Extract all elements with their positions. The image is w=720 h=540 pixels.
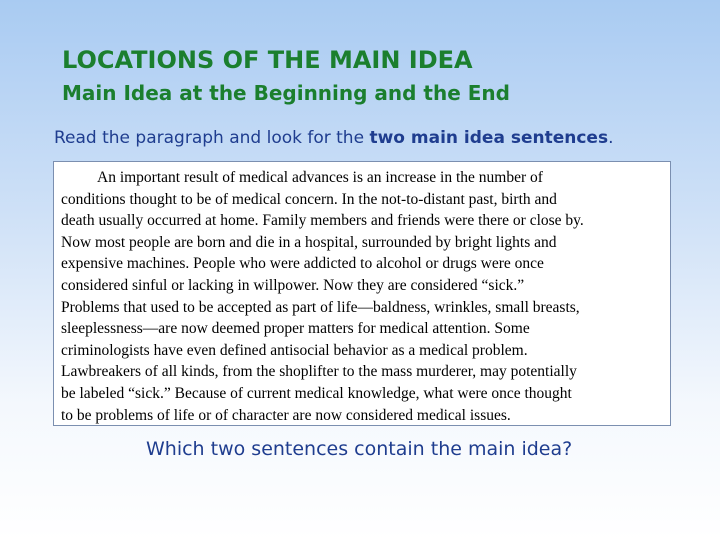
paragraph-line: be labeled “sick.” Because of current medical knowledge, what were once thought [61, 384, 572, 402]
question-text: Which two sentences contain the main idea? [146, 438, 573, 460]
paragraph-line: to be problems of life or of character are now considered medical issues. [61, 406, 511, 424]
paragraph-line: criminologists have even defined antisocial behavior as a medical problem. [61, 341, 528, 359]
slide-subtitle: Main Idea at the Beginning and the End [62, 81, 510, 105]
paragraph [61, 167, 666, 426]
slide-title: LOCATIONS OF THE MAIN IDEA [62, 46, 473, 74]
paragraph-line: An important result of medical advances is an increase in the number of [97, 169, 543, 186]
instruction-text [54, 128, 613, 148]
paragraph-line: Problems that used to be accepted as part of life—baldness, wrinkles, small breasts, [61, 298, 580, 316]
instruction-suffix: . [608, 128, 614, 148]
instruction-prefix: Read the paragraph and look for the [54, 128, 370, 148]
instruction-emphasis: two main idea sentences [369, 128, 609, 148]
paragraph-line: conditions thought to be of medical concern. In the not-to-distant past, birth and [61, 190, 557, 208]
paragraph-line: sleeplessness—are now deemed proper matters for medical attention. Some [61, 320, 530, 338]
paragraph-line: Now most people are born and die in a hospital, surrounded by bright lights and [61, 233, 557, 251]
paragraph-line: considered sinful or lacking in willpower. Now they are considered “sick.” [61, 276, 525, 294]
paragraph-line: expensive machines. People who were addicted to alcohol or drugs were once [61, 255, 544, 273]
paragraph-line: Lawbreakers of all kinds, from the shoplifter to the mass murderer, may potentially [61, 363, 577, 381]
paragraph-line: death usually occurred at home. Family members and friends were there or close by. [61, 212, 584, 230]
paragraph-box [53, 161, 671, 426]
